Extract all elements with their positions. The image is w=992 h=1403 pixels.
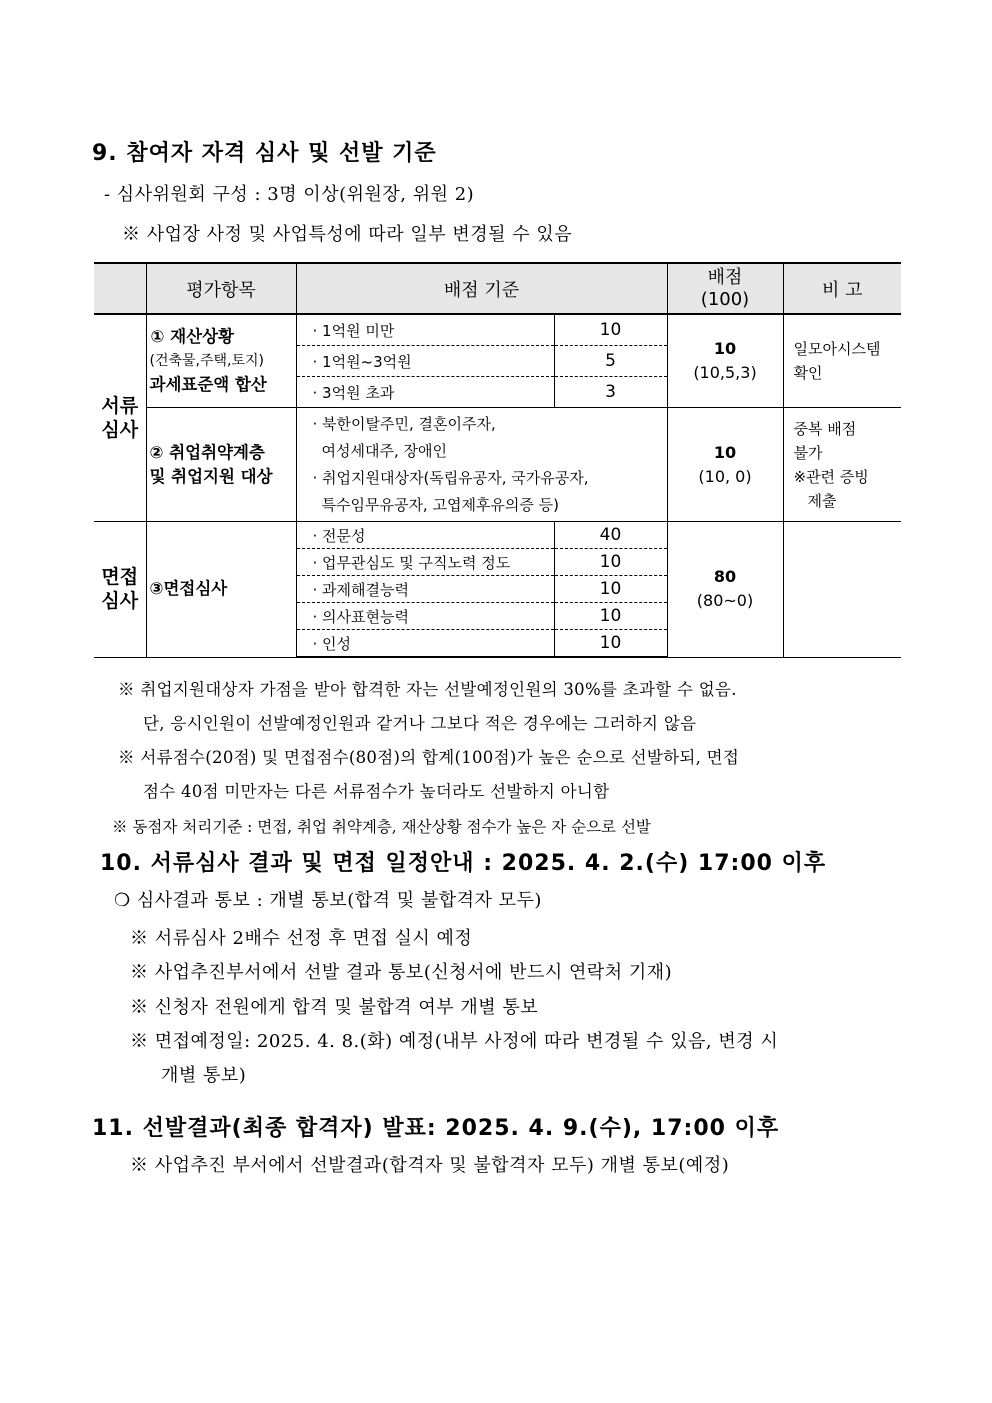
criteria-score: 10 — [554, 549, 667, 576]
item-interview: ③면접심사 — [146, 522, 296, 658]
points-interview — [667, 522, 783, 658]
criteria-score: 10 — [554, 314, 667, 346]
criteria-vulnerable-line4: 특수임무유공자, 고엽제후유의증 등) — [321, 495, 560, 514]
remarks-vulnerable-line1: 중복 배점 — [793, 419, 857, 438]
category-interview-line1: 면접 — [101, 566, 139, 589]
remarks-vulnerable-line2: 불가 — [793, 443, 823, 462]
table-header-row — [94, 263, 901, 314]
header-remarks: 비 고 — [783, 263, 901, 314]
points-property-range: (10,5,3) — [693, 363, 757, 382]
note-scoring-l2: 점수 40점 미만자는 다른 서류점수가 높더라도 선발하지 아니함 — [143, 782, 610, 801]
header-empty-cell — [94, 263, 146, 314]
remarks-property — [783, 314, 901, 408]
item-property-line3: 과세표준액 합산 — [149, 375, 267, 394]
criteria-score: 3 — [554, 377, 667, 408]
remarks-interview — [783, 522, 901, 658]
criteria-label: · 업무관심도 및 구직노력 정도 — [296, 549, 554, 576]
section-9-title: 9. 참여자 자격 심사 및 선발 기준 — [92, 141, 437, 166]
criteria-score: 10 — [554, 576, 667, 603]
category-docs-line1: 서류 — [101, 395, 139, 417]
points-property — [667, 314, 783, 408]
criteria-score: 10 — [554, 603, 667, 630]
criteria-label: · 인성 — [296, 630, 554, 658]
criteria-score: 5 — [554, 346, 667, 377]
criteria-vulnerable-line3: · 취업지원대상자(독립유공자, 국가유공자, — [312, 468, 589, 487]
note-tie-break: ※ 동점자 처리기준 : 면접, 취업 취약계층, 재산상황 점수가 높은 자 순으로 선발 — [112, 818, 651, 836]
section-10-note-3: ※ 신청자 전원에게 합격 및 불합격 여부 개별 통보 — [130, 997, 539, 1018]
committee-composition: - 심사위원회 구성 : 3명 이상(위원장, 위원 2) — [104, 184, 475, 205]
header-criteria: 배점 기준 — [296, 263, 667, 314]
item-property-line1: ① 재산상황 — [150, 327, 234, 346]
item-property-line2: (건축물,주택,토지) — [149, 353, 264, 369]
points-interview-value: 80 — [713, 567, 737, 587]
item-vulnerable-groups — [146, 408, 296, 522]
section-10-note-4-l2: 개별 통보) — [161, 1065, 247, 1086]
points-property-value: 10 — [713, 339, 737, 358]
header-points — [667, 263, 783, 314]
table-row — [94, 314, 901, 346]
criteria-score: 40 — [554, 522, 667, 549]
note-employment-support-l1: ※ 취업지원대상자 가점을 받아 합격한 자는 선발예정인원의 30%를 초과할 수 없음. — [118, 680, 737, 699]
section-9-note: ※ 사업장 사정 및 사업특성에 따라 일부 변경될 수 있음 — [122, 224, 573, 245]
section-10-note-1: ※ 서류심사 2배수 선정 후 면접 실시 예정 — [130, 928, 473, 949]
criteria-vulnerable-groups — [296, 408, 667, 522]
criteria-label: · 의사표현능력 — [296, 603, 554, 630]
section-11-title: 11. 선발결과(최종 합격자) 발표: 2025. 4. 9.(수), 17:00 이후 — [92, 1116, 780, 1141]
result-notice: ❍ 심사결과 통보 : 개별 통보(합격 및 불합격자 모두) — [114, 890, 542, 911]
section-10-note-2: ※ 사업추진부서에서 선발 결과 통보(신청서에 반드시 연락처 기재) — [130, 962, 673, 983]
criteria-label: · 1억원 미만 — [296, 314, 554, 346]
evaluation-criteria-table — [94, 262, 901, 658]
criteria-label: · 과제해결능력 — [296, 576, 554, 603]
criteria-score: 10 — [554, 630, 667, 658]
note-scoring-l1: ※ 서류점수(20점) 및 면접점수(80점)의 합계(100점)가 높은 순으로 선발하되, 면접 — [118, 748, 740, 767]
section-10-title: 10. 서류심사 결과 및 면접 일정안내 : 2025. 4. 2.(수) 17:00 이후 — [100, 851, 827, 876]
header-item: 평가항목 — [146, 263, 296, 314]
item-vulnerable-line2: 및 취업지원 대상 — [149, 466, 273, 486]
category-docs-line2: 심사 — [101, 419, 139, 441]
header-points-line2: (100) — [700, 288, 750, 310]
table-row — [94, 408, 901, 522]
criteria-label: · 전문성 — [296, 522, 554, 549]
section-10-note-4-l1: ※ 면접예정일: 2025. 4. 8.(화) 예정(내부 사정에 따라 변경될 수 있음, 변경 시 — [130, 1031, 779, 1052]
remarks-vulnerable-line3: ※관련 증빙 — [793, 467, 869, 486]
remarks-property-line2: 확인 — [793, 364, 823, 382]
header-points-line1: 배점 — [707, 266, 743, 288]
remarks-vulnerable — [783, 408, 901, 522]
points-vulnerable — [667, 408, 783, 522]
section-11-note: ※ 사업추진 부서에서 선발결과(합격자 및 불합격자 모두) 개별 통보(예정) — [130, 1155, 730, 1176]
item-vulnerable-line1: ② 취업취약계층 — [149, 442, 265, 462]
criteria-vulnerable-line2: 여성세대주, 장애인 — [321, 441, 447, 460]
category-document-review — [94, 314, 146, 522]
table-row — [94, 522, 901, 549]
category-interview — [94, 522, 146, 658]
criteria-label: · 1억원~3억원 — [296, 346, 554, 377]
remarks-property-line1: 일모아시스템 — [793, 340, 881, 358]
criteria-vulnerable-line1: · 북한이탈주민, 결혼이주자, — [312, 414, 496, 433]
item-property-status — [146, 314, 296, 408]
note-employment-support-l2: 단, 응시인원이 선발예정인원과 같거나 그보다 적은 경우에는 그러하지 않음 — [143, 714, 697, 733]
points-vulnerable-range: (10, 0) — [698, 466, 752, 486]
criteria-label: · 3억원 초과 — [296, 377, 554, 408]
points-vulnerable-value: 10 — [713, 442, 737, 462]
points-interview-range: (80~0) — [696, 591, 754, 611]
remarks-vulnerable-line4: 제출 — [807, 491, 837, 510]
category-interview-line2: 심사 — [101, 590, 139, 613]
